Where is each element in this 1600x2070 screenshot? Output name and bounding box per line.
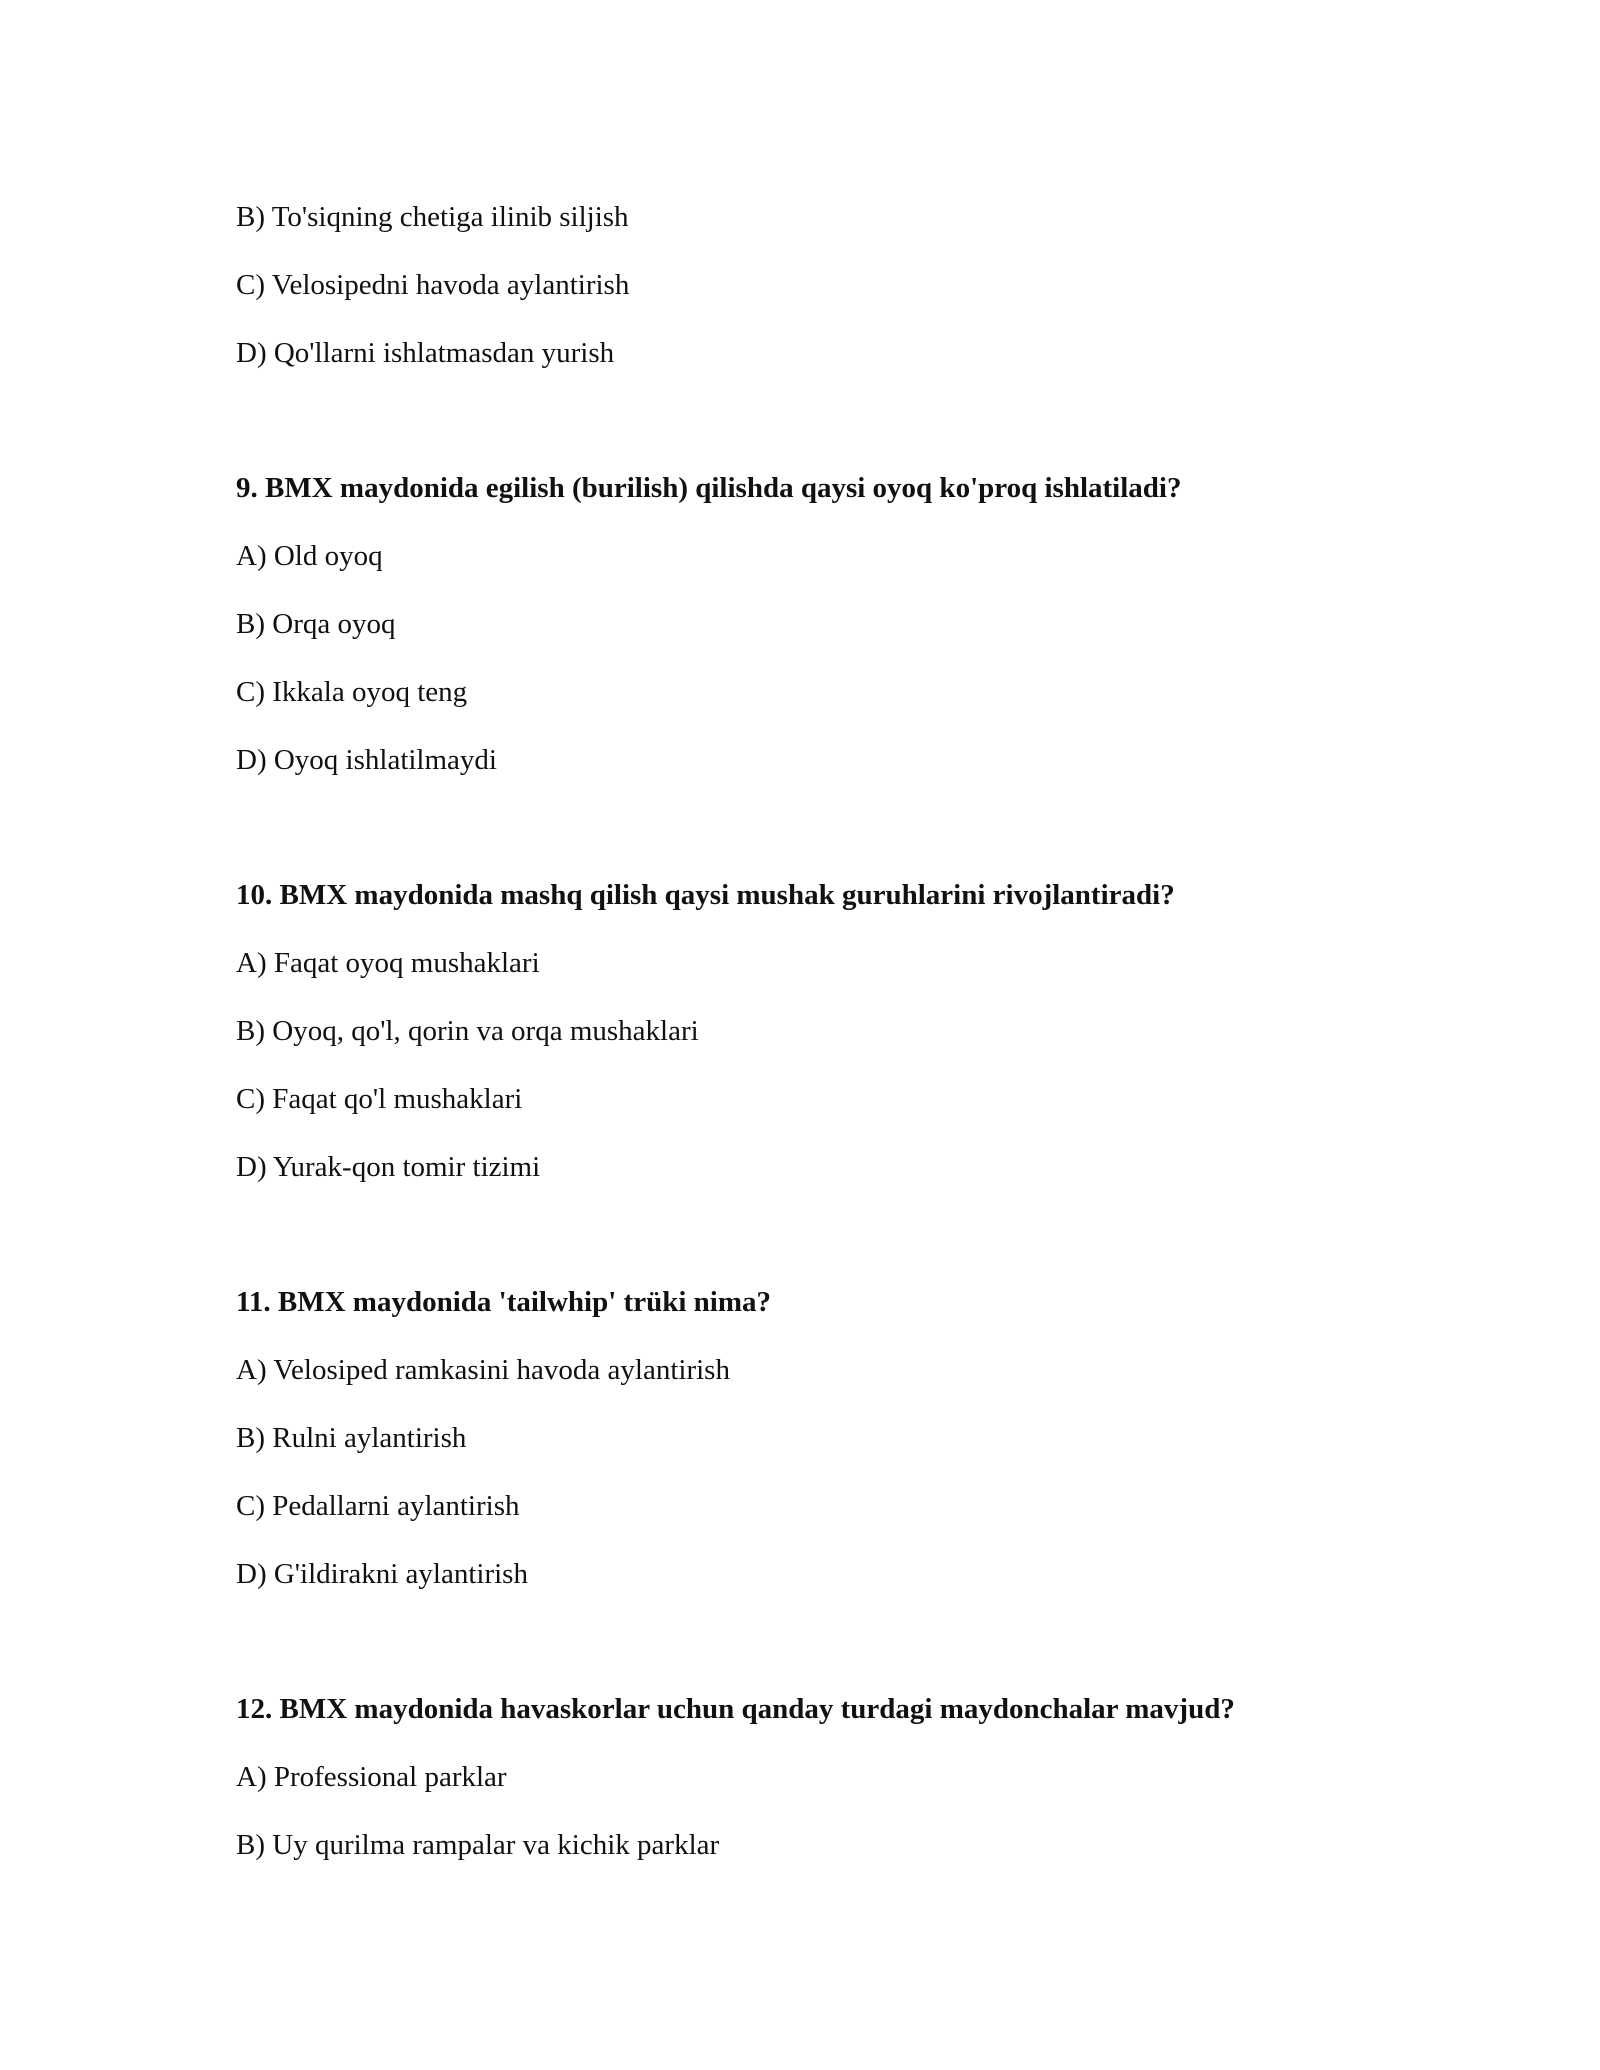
answer-option-c: C) Velosipedni havoda aylantirish bbox=[236, 269, 630, 301]
question-block-8-continuation bbox=[236, 183, 1436, 387]
spacer bbox=[236, 1608, 1436, 1675]
question-block-11 bbox=[236, 1268, 1436, 1608]
quiz-content bbox=[236, 183, 1436, 1879]
answer-option-d: D) Qo'llarni ishlatmasdan yurish bbox=[236, 337, 615, 369]
question-10-text: 10. BMX maydonida mashq qilish qaysi mushak guruhlarini rivojlantiradi? bbox=[236, 879, 1175, 911]
answer-option-a: A) Old oyoq bbox=[236, 540, 383, 572]
answer-option-d: D) Oyoq ishlatilmaydi bbox=[236, 744, 497, 776]
answer-option-b: B) Rulni aylantirish bbox=[236, 1422, 467, 1454]
answer-option-c: C) Ikkala oyoq teng bbox=[236, 676, 468, 708]
answer-option-d: D) G'ildirakni aylantirish bbox=[236, 1558, 528, 1590]
spacer bbox=[236, 794, 1436, 861]
answer-option-d: D) Yurak-qon tomir tizimi bbox=[236, 1151, 541, 1183]
question-block-9 bbox=[236, 454, 1436, 794]
answer-option-b: B) To'siqning chetiga ilinib siljish bbox=[236, 201, 629, 233]
answer-option-b: B) Oyoq, qo'l, qorin va orqa mushaklari bbox=[236, 1015, 699, 1047]
question-11-text: 11. BMX maydonida 'tailwhip' trüki nima? bbox=[236, 1286, 771, 1318]
answer-option-c: C) Faqat qo'l mushaklari bbox=[236, 1083, 523, 1115]
answer-option-b: B) Uy qurilma rampalar va kichik parklar bbox=[236, 1829, 720, 1861]
question-12-text: 12. BMX maydonida havaskorlar uchun qanday turdagi maydonchalar mavjud? bbox=[236, 1693, 1235, 1725]
answer-option-b: B) Orqa oyoq bbox=[236, 608, 396, 640]
spacer bbox=[236, 1201, 1436, 1268]
question-block-10 bbox=[236, 861, 1436, 1201]
answer-option-a: A) Velosiped ramkasini havoda aylantirish bbox=[236, 1354, 730, 1386]
answer-option-c: C) Pedallarni aylantirish bbox=[236, 1490, 520, 1522]
question-9-text: 9. BMX maydonida egilish (burilish) qilishda qaysi oyoq ko'proq ishlatiladi? bbox=[236, 472, 1182, 504]
answer-option-a: A) Faqat oyoq mushaklari bbox=[236, 947, 540, 979]
answer-option-a: A) Professional parklar bbox=[236, 1761, 507, 1793]
question-block-12 bbox=[236, 1675, 1436, 1879]
spacer bbox=[236, 387, 1436, 454]
